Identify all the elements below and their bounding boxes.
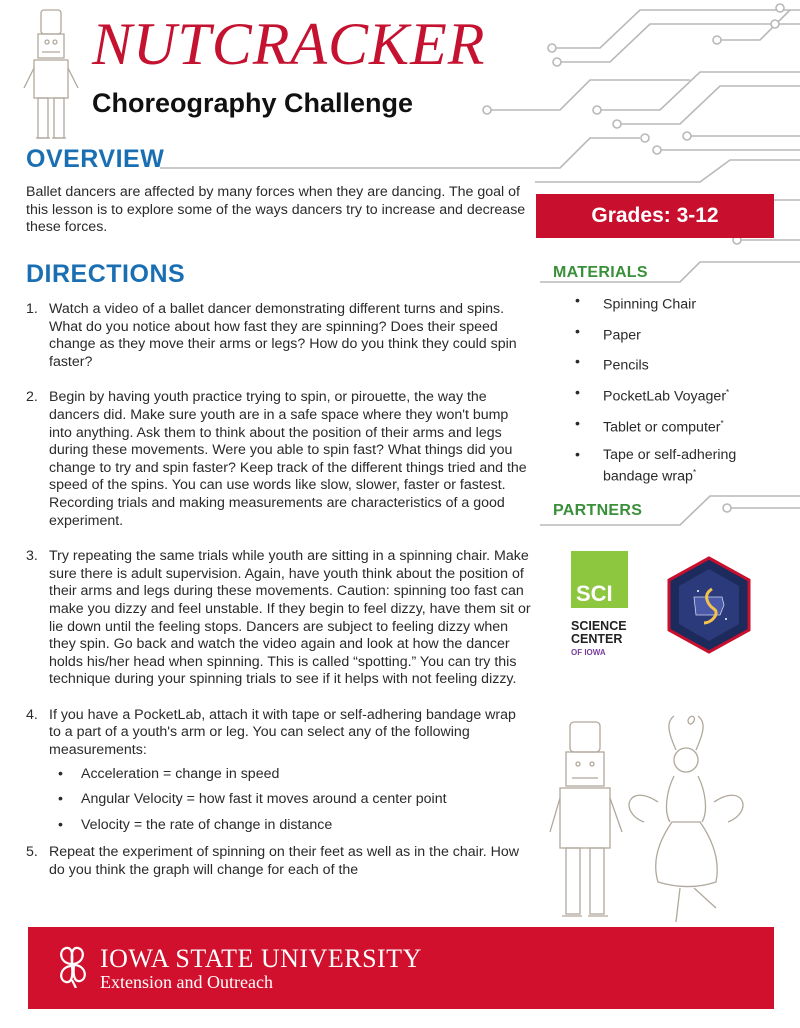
direction-step xyxy=(26,389,531,530)
direction-step xyxy=(26,707,531,835)
page-subtitle: Choreography Challenge xyxy=(92,88,414,118)
step-text: Watch a video of a ballet dancer demonstrating different turns and spins. What do you notice about how fast they are spinning? Does their speed change as they move their arms or legs? How do you think they could spin faster? xyxy=(49,301,517,370)
materials-list xyxy=(571,292,771,494)
material-item: • Spinning Chair xyxy=(571,292,771,314)
step-text: Begin by having youth practice trying to spin, or pirouette, the way the dancers did. Make sure youth are in a safe space where they won't bump into anything. Ask them to think about the position of their arms and legs during these movements. Were you able to spin fast? What things did you change to try and spin faster? Keep track of the different things tried and the speed of the spins. You can use words like slow, slower, faster or fastest. Recording trials and making measurements are characteristics of a good experiment. xyxy=(49,389,527,529)
grades-badge: Grades: 3-12 xyxy=(536,194,774,238)
measurement-item: • Angular Velocity = how fast it moves around a center point xyxy=(49,791,531,809)
nutcracker-and-fairy-sketch-icon xyxy=(548,712,774,926)
overview-heading: OVERVIEW xyxy=(26,145,165,173)
partners-heading: PARTNERS xyxy=(553,502,643,519)
overview-text: Ballet dancers are affected by many forces when they are dancing. The goal of this lesson is to explore some of the ways dancers try to increase and decrease these forces. xyxy=(26,184,526,236)
science-center-name: SCIENCE CENTER OF IOWA xyxy=(571,619,627,657)
material-item: • PocketLab Voyager* xyxy=(571,384,771,406)
university-unit: Extension and Outreach xyxy=(100,972,273,992)
directions-heading: DIRECTIONS xyxy=(26,260,186,288)
material-item: • Pencils xyxy=(571,353,771,375)
materials-heading: MATERIALS xyxy=(553,264,648,281)
measurement-list xyxy=(49,766,531,835)
material-item: • Tablet or computer* xyxy=(571,415,771,437)
step-number: 4. xyxy=(26,706,38,723)
step-number: 3. xyxy=(26,548,38,565)
step-text: Try repeating the same trials while youth are sitting in a spinning chair. Make sure there is adult supervision. Again, have youth think about the position of their arms and legs during these movements. Caution: spinning too fast can make you dizzy and feel unstable. If they begin to feel dizzy, have them sit or lie down until the feeling stops. Dancers are subject to feeling dizzy when they spin. Go back and watch the video again and look at how the dancer holds his/her head when spinning. This is called “spotting.” You can try this technique during your spinning trials to see if it helps with not feeling dizzy. xyxy=(49,548,531,688)
science-center-logo xyxy=(571,551,628,608)
nutcracker-sketch-icon xyxy=(18,8,84,144)
measurement-item: • Velocity = the rate of change in distance xyxy=(49,817,531,835)
step-number: 1. xyxy=(26,301,38,317)
space-grant-logo-icon xyxy=(664,555,754,655)
university-name: IOWA STATE UNIVERSITY xyxy=(100,944,422,973)
sci-logo-text: SCI xyxy=(576,581,613,606)
direction-step xyxy=(26,548,531,689)
direction-step xyxy=(26,301,531,371)
clover-4h-icon xyxy=(52,944,92,988)
material-item: • Tape or self-adhering bandage wrap* xyxy=(571,446,771,486)
page-title: NUTCRACKER xyxy=(92,11,486,77)
material-item: • Paper xyxy=(571,323,771,345)
step-number: 5. xyxy=(26,844,38,861)
step-text: If you have a PocketLab, attach it with tape or self-adhering bandage wrap to a part of a youth's arm or leg. You can select any of the following measurements: xyxy=(49,706,516,759)
step-number: 2. xyxy=(26,389,38,406)
measurement-item: • Acceleration = change in speed xyxy=(49,766,531,784)
direction-step xyxy=(26,844,531,879)
step-text: Repeat the experiment of spinning on their feet as well as in the chair. How do you think the graph will change for each of the xyxy=(49,844,520,879)
directions-list xyxy=(26,301,531,880)
